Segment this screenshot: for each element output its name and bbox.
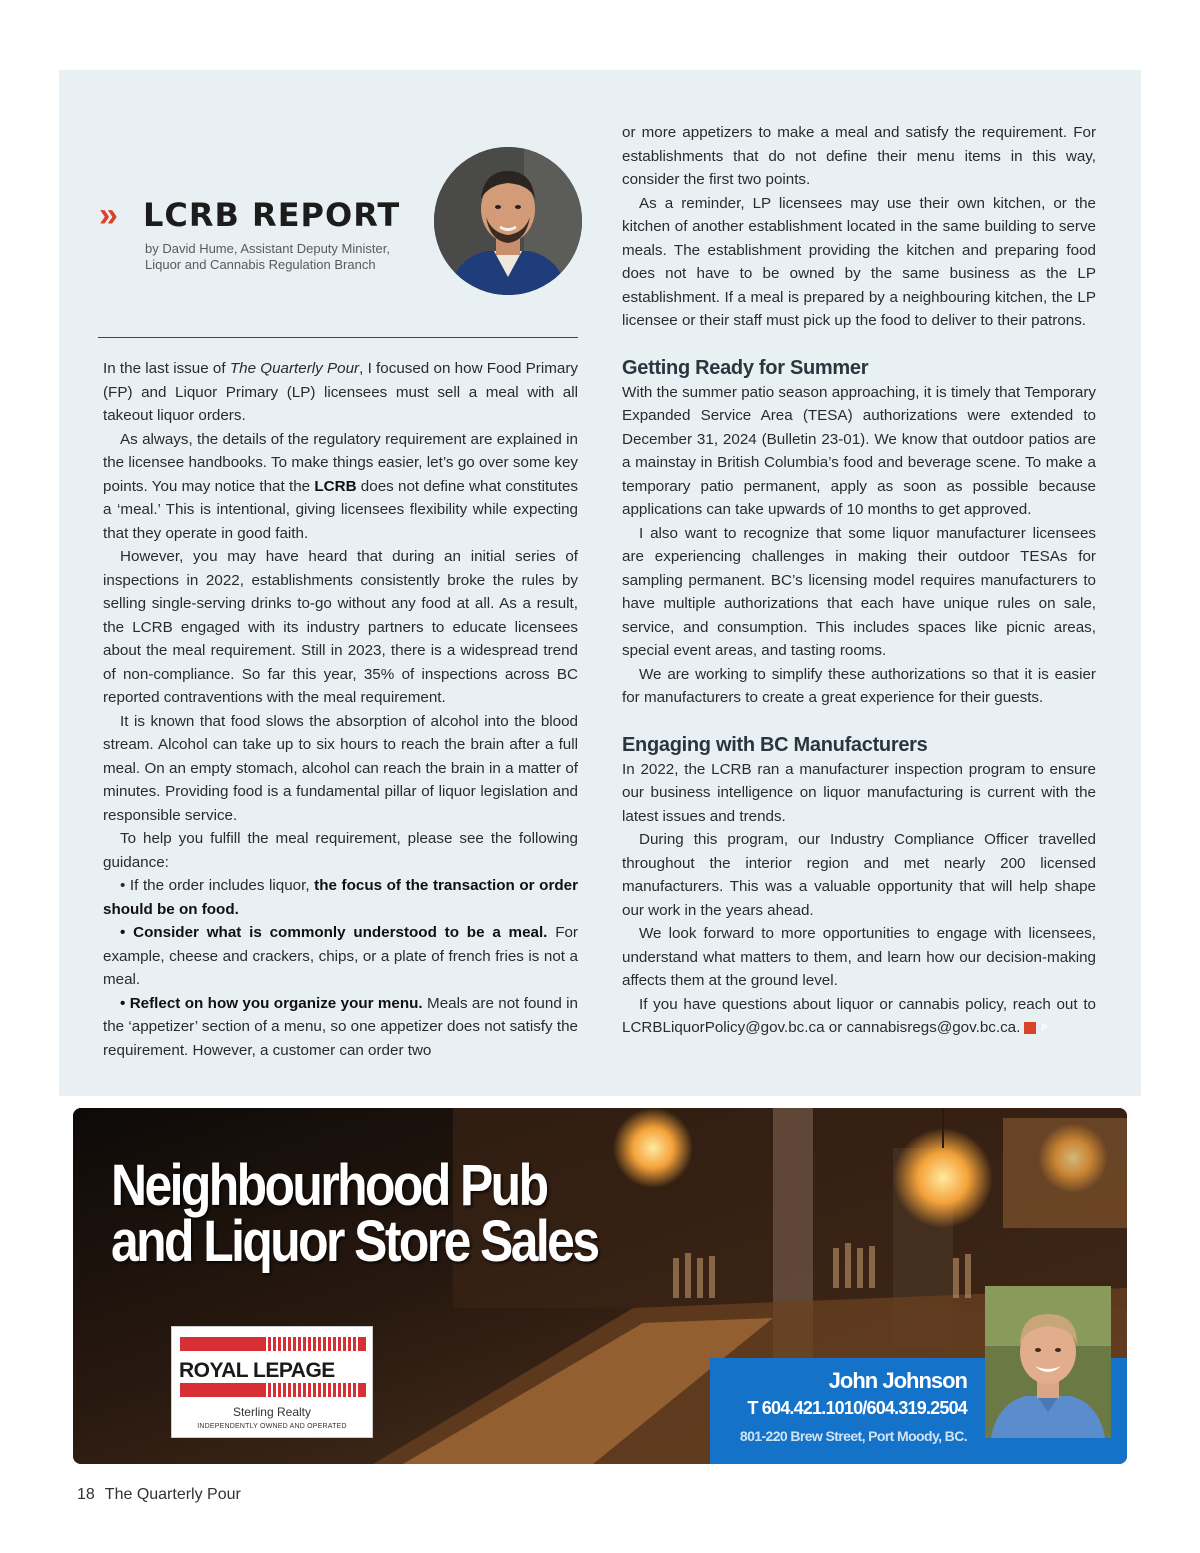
paragraph: or more appetizers to make a meal and satisfy the requirement. For establishments that do not define their menu items in this way, consider the first two points. [622,124,1096,188]
paragraph [103,428,578,546]
logo-brokerage: Sterling Realty [232,1405,312,1419]
ad-headline [111,1153,713,1274]
text: For example, cheese and crackers, chips, or a plate of french fries is not a meal. [103,924,578,988]
paragraph: We are working to simplify these authorizations so that it is easier for manufacturers to create a great experience for their guests. [622,665,1096,706]
paragraph: During this program, our Industry Compliance Officer travelled throughout the interior region and met nearly 200 licensed manufacturers. This was a valuable opportunity that will help shape our work in the years ahead. [622,831,1096,919]
agent-photo-image [985,1286,1111,1438]
publication-name: The Quarterly Pour [229,360,360,377]
subheading: Getting Ready for Summer [622,356,869,379]
ad-headline-line-2: and Liquor Store Sales [111,1209,598,1274]
author-portrait [434,147,582,295]
agent-address: 801-220 Brew Street, Port Moody, BC. [739,1428,967,1444]
text: , I focused on how Food Primary (FP) and Liquor Primary (LP) licensees must sell a meal with all takeout liquor orders. [103,360,578,424]
paragraph: It is known that food slows the absorption of alcohol into the blood stream. Alcohol can take up to six hours to reach the brain after a full meal. On an empty stomach, alcohol can reach the brain in a matter of minutes. Providing food is a fundamental pillar of liquor legislation and responsible service. [103,712,578,824]
text: Meals are not found in the ‘appetizer’ section of a menu, so one appetizer does not satisfy the requirement. However, a customer can order two [103,994,578,1059]
bullet-item [103,992,578,1063]
logo-bar-ticks [266,1337,358,1351]
text: In the last issue of [103,360,230,377]
paragraph: I also want to recognize that some liquor manufacturer licensees are experiencing challenges in making their outdoor TESAs for sampling permanent. BC’s licensing model requires manufacturers to have multiple authorizations that each have unique rules on sale, service, and consumption. This includes spaces like picnic areas, special event areas, and tasting rooms. [622,524,1096,659]
advertisement[interactable] [73,1108,1127,1464]
paragraph: We look forward to more opportunities to engage with licensees, understand what matters to them, and learn how our decision-making affects them at the ground level. [622,925,1096,989]
paragraph: With the summer patio season approaching, it is timely that Temporary Expanded Service Area (TESA) authorizations were extended to December 31, 2024 (Bulletin 23-01). We know that outdoor patios are a mainstay in British Columbia’s food and beverage scene. To make a temporary patio permanent, apply as soon as possible because applications can take upwards of 10 months to get approved. [622,383,1096,518]
logo-tagline: INDEPENDENTLY OWNED AND OPERATED [197,1423,347,1430]
paragraph: As a reminder, LP licensees may use their own kitchen, or the kitchen of another establishment located in the same building to serve meals. The establishment providing the kitchen and preparing food does not have to be owned by the same business as the LP establishment. If a meal is prepared by a neighbouring kitchen, the LP licensee or their staff must pick up the food to deliver to their patrons. [622,194,1096,329]
byline-line-2: Liquor and Cannabis Regulation Branch [145,257,376,272]
agent-name: John Johnson [828,1368,967,1393]
paragraph [103,357,578,428]
text: As always, the details of the regulatory requirement are explained in the licensee handbooks. To make things easier, let’s go over some key points. You may notice that the [103,430,578,495]
author-portrait-image [434,147,582,295]
quarterly-pour-end-icon: P [1024,1022,1036,1034]
chevron-icon: » [99,196,110,234]
page-footer [77,1486,241,1504]
bold-text: • Reflect on how you organize your menu. [120,994,423,1012]
section-title: LCRB REPORT [143,196,401,234]
text: If you have questions about liquor or cannabis policy, reach out to LCRBLiquorPolicy@gov.bc.ca or cannabisregs@gov.bc.ca. [622,995,1096,1036]
paragraph: To help you fulfill the meal requirement, please see the following guidance: [103,830,578,871]
header-divider [98,337,578,338]
logo-red-bar [180,1337,366,1351]
bold-text: LCRB [314,477,357,495]
paragraph [622,993,1096,1040]
publication-name: The Quarterly Pour [104,1486,241,1503]
byline-line-1: by David Hume, Assistant Deputy Minister, [145,241,390,256]
logo-bar-ticks [266,1383,358,1397]
text: • If the order includes liquor, [120,877,315,894]
ad-headline-line-1: Neighbourhood Pub [111,1153,547,1218]
article-left-column [103,357,578,1062]
bullet-item [103,921,578,992]
royal-lepage-logo[interactable] [171,1326,373,1438]
paragraph: In 2022, the LCRB ran a manufacturer inspection program to ensure our business intelligence on liquor manufacturing is current with the latest issues and trends. [622,760,1096,825]
bullet-item [103,874,578,921]
logo-wordmark: ROYAL LEPAGE [179,1359,335,1382]
page-number: 18 [77,1486,95,1503]
text: does not define what constitutes a ‘meal.’ This is intentional, giving licensees flexibility while expecting that they operate in good faith. [103,477,578,542]
agent-photo [985,1286,1111,1438]
byline [145,241,445,273]
logo-red-bar [180,1383,366,1397]
paragraph: However, you may have heard that during an initial series of inspections in 2022, establishments consistently broke the rules by selling single-serving drinks to-go without any food at all. As a result, the LCRB engaged with its industry partners to educate licensees about the meal requirement. Still in 2023, there is a widespread trend of non-compliance. So far this year, 35% of inspections across BC reported contraventions with the meal requirement. [103,548,578,706]
bold-text: • Consider what is commonly understood to be a meal. [120,924,548,941]
article-right-column [622,121,1096,1040]
subheading: Engaging with BC Manufacturers [622,733,928,756]
agent-phone[interactable]: T 604.421.1010/604.319.2504 [747,1398,967,1418]
bold-text: the focus of the transaction or order should be on food. [103,877,579,918]
